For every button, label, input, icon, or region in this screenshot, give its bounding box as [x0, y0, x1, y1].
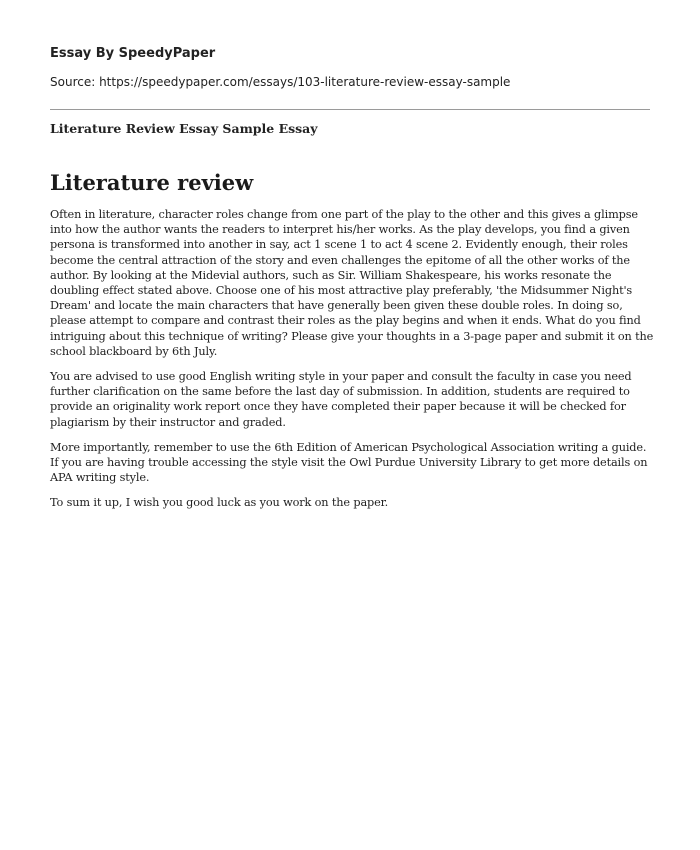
essay-body [50, 207, 658, 521]
paragraph-3: More importantly, remember to use the 6th Edition of American Psychological Association writing a guide. If you are having trouble accessing the style visit the Owl Purdue University Library to get more details on APA writing style. [50, 440, 648, 485]
essay-title: Literature Review Essay Sample Essay [50, 121, 318, 136]
paragraph-1: Often in literature, character roles change from one part of the play to the other and this gives a glimpse into how the author wants the readers to interpret his/her works. As the play develops, you find a given persona is transformed into another in say, act 1 scene 1 to act 4 scene 2. Evidently enough, their roles become the central attraction of the story and even challenges the epitome of all the other works of the author. By looking at the Midevial authors, such as Sir. William Shakespeare, his works resonate the doubling effect stated above. Choose one of his most attractive play preferably, 'the Midsummer Night's Dream' and locate the main characters that have generally been given these double roles. In doing so, please attempt to compare and contrast their roles as the play begins and when it ends. What do you find intriguing about this technique of writing? Please give your thoughts in a 3-page paper and submit it on the school blackboard by 6th July. [50, 208, 654, 358]
source-line: Source: https://speedypaper.com/essays/103-literature-review-essay-sample [50, 75, 511, 89]
header-divider [50, 109, 650, 110]
paragraph-2: You are advised to use good English writing style in your paper and consult the faculty in case you need further clarification on the same before the last day of submission. In addition, students are required to provide an originality work report once they have completed their paper because it will be checked for plagiarism by their instructor and graded. [50, 370, 632, 429]
paragraph-4: To sum it up, I wish you good luck as you work on the paper. [50, 496, 389, 510]
brand-title: Essay By SpeedyPaper [50, 46, 216, 61]
section-heading: Literature review [50, 170, 254, 195]
